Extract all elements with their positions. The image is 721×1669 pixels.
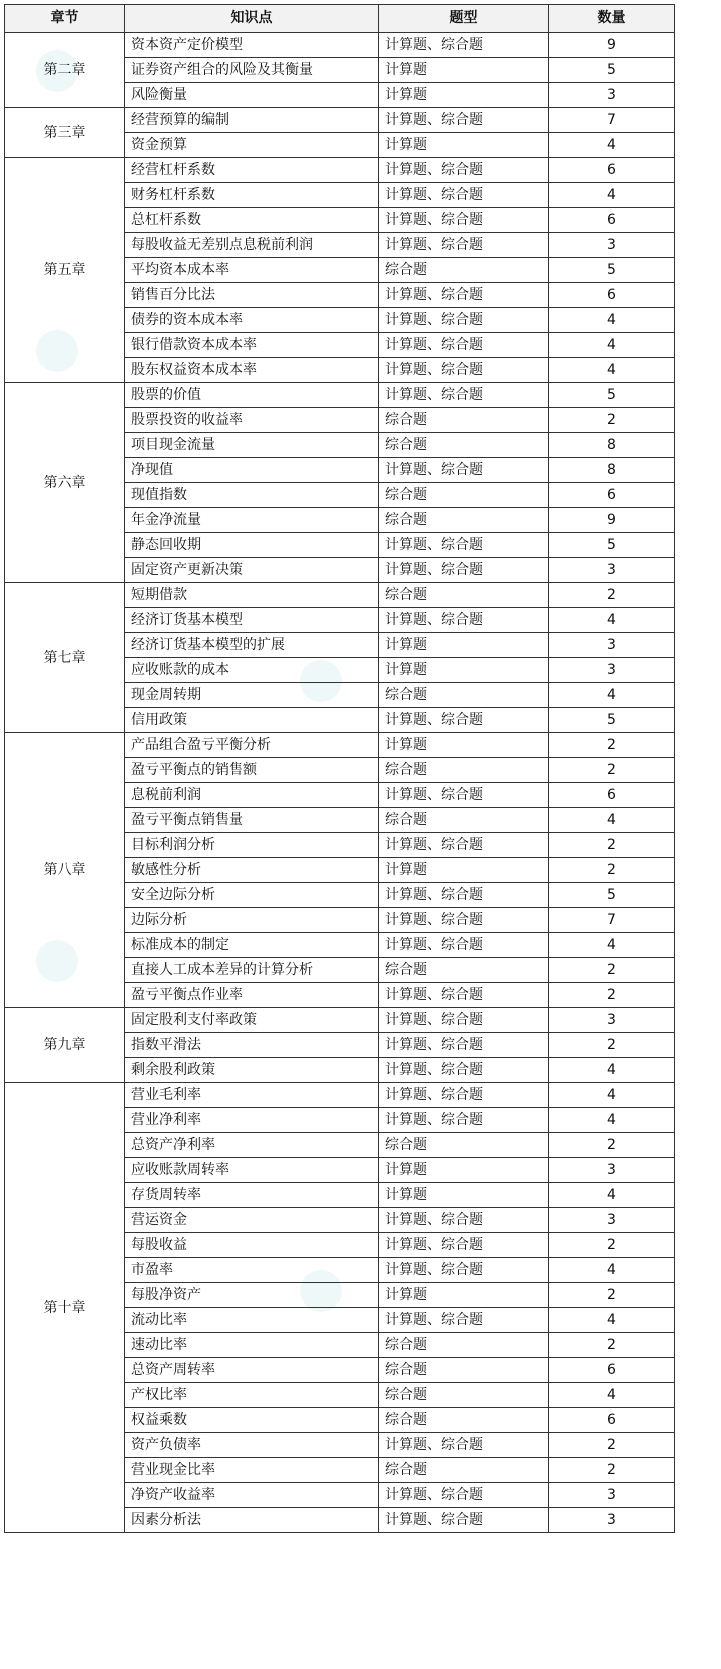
knowledge-point-cell: 营业净利率: [125, 1108, 379, 1133]
knowledge-point-cell: 息税前利润: [125, 783, 379, 808]
count-cell: 6: [549, 1408, 675, 1433]
question-type-cell: 计算题、综合题: [379, 1033, 549, 1058]
knowledge-point-cell: 销售百分比法: [125, 283, 379, 308]
count-cell: 2: [549, 1133, 675, 1158]
count-cell: 3: [549, 1208, 675, 1233]
knowledge-point-table-wrapper: [4, 4, 675, 1533]
table-row: [5, 583, 675, 608]
question-type-cell: 计算题: [379, 83, 549, 108]
header-question-type: 题型: [379, 5, 549, 33]
count-cell: 7: [549, 108, 675, 133]
knowledge-point-cell: 速动比率: [125, 1333, 379, 1358]
count-cell: 2: [549, 1033, 675, 1058]
knowledge-point-cell: 敏感性分析: [125, 858, 379, 883]
question-type-cell: 综合题: [379, 508, 549, 533]
question-type-cell: 综合题: [379, 683, 549, 708]
count-cell: 3: [549, 1158, 675, 1183]
count-cell: 8: [549, 433, 675, 458]
question-type-cell: 综合题: [379, 958, 549, 983]
count-cell: 4: [549, 333, 675, 358]
knowledge-point-cell: 经济订货基本模型: [125, 608, 379, 633]
question-type-cell: 计算题、综合题: [379, 908, 549, 933]
count-cell: 3: [549, 633, 675, 658]
knowledge-point-cell: 每股收益: [125, 1233, 379, 1258]
knowledge-point-cell: 盈亏平衡点销售量: [125, 808, 379, 833]
question-type-cell: 计算题、综合题: [379, 1308, 549, 1333]
table-body: [5, 33, 675, 1533]
question-type-cell: 计算题、综合题: [379, 708, 549, 733]
question-type-cell: 计算题、综合题: [379, 108, 549, 133]
question-type-cell: 计算题、综合题: [379, 1233, 549, 1258]
header-knowledge-point: 知识点: [125, 5, 379, 33]
question-type-cell: 综合题: [379, 433, 549, 458]
question-type-cell: 计算题: [379, 1158, 549, 1183]
table-row: [5, 33, 675, 58]
chapter-cell: 第五章: [5, 158, 125, 383]
count-cell: 6: [549, 208, 675, 233]
knowledge-point-cell: 项目现金流量: [125, 433, 379, 458]
knowledge-point-cell: 权益乘数: [125, 1408, 379, 1433]
count-cell: 6: [549, 158, 675, 183]
count-cell: 5: [549, 258, 675, 283]
knowledge-point-cell: 直接人工成本差异的计算分析: [125, 958, 379, 983]
question-type-cell: 计算题、综合题: [379, 33, 549, 58]
count-cell: 4: [549, 1083, 675, 1108]
count-cell: 5: [549, 383, 675, 408]
count-cell: 4: [549, 1183, 675, 1208]
question-type-cell: 综合题: [379, 808, 549, 833]
table-row: [5, 108, 675, 133]
question-type-cell: 计算题、综合题: [379, 1108, 549, 1133]
question-type-cell: 计算题、综合题: [379, 1508, 549, 1533]
knowledge-point-cell: 财务杠杆系数: [125, 183, 379, 208]
knowledge-point-cell: 净资产收益率: [125, 1483, 379, 1508]
count-cell: 9: [549, 508, 675, 533]
header-chapter: 章节: [5, 5, 125, 33]
count-cell: 6: [549, 783, 675, 808]
knowledge-point-cell: 产品组合盈亏平衡分析: [125, 733, 379, 758]
count-cell: 6: [549, 283, 675, 308]
count-cell: 2: [549, 733, 675, 758]
count-cell: 4: [549, 683, 675, 708]
count-cell: 4: [549, 1258, 675, 1283]
count-cell: 6: [549, 483, 675, 508]
knowledge-point-cell: 净现值: [125, 458, 379, 483]
count-cell: 9: [549, 33, 675, 58]
question-type-cell: 综合题: [379, 258, 549, 283]
count-cell: 2: [549, 983, 675, 1008]
count-cell: 2: [549, 1333, 675, 1358]
knowledge-point-cell: 流动比率: [125, 1308, 379, 1333]
question-type-cell: 综合题: [379, 1383, 549, 1408]
question-type-cell: 计算题、综合题: [379, 983, 549, 1008]
chapter-cell: 第十章: [5, 1083, 125, 1533]
question-type-cell: 计算题、综合题: [379, 158, 549, 183]
count-cell: 4: [549, 608, 675, 633]
knowledge-point-cell: 安全边际分析: [125, 883, 379, 908]
knowledge-point-cell: 存货周转率: [125, 1183, 379, 1208]
count-cell: 2: [549, 858, 675, 883]
knowledge-point-cell: 证券资产组合的风险及其衡量: [125, 58, 379, 83]
knowledge-point-cell: 债券的资本成本率: [125, 308, 379, 333]
knowledge-point-cell: 现金周转期: [125, 683, 379, 708]
question-type-cell: 计算题、综合题: [379, 1083, 549, 1108]
knowledge-point-cell: 总杠杆系数: [125, 208, 379, 233]
knowledge-point-cell: 盈亏平衡点的销售额: [125, 758, 379, 783]
count-cell: 3: [549, 233, 675, 258]
chapter-cell: 第八章: [5, 733, 125, 1008]
knowledge-point-cell: 营业现金比率: [125, 1458, 379, 1483]
question-type-cell: 计算题: [379, 133, 549, 158]
question-type-cell: 计算题、综合题: [379, 883, 549, 908]
question-type-cell: 计算题、综合题: [379, 783, 549, 808]
knowledge-point-cell: 应收账款的成本: [125, 658, 379, 683]
knowledge-point-cell: 股东权益资本成本率: [125, 358, 379, 383]
knowledge-point-cell: 信用政策: [125, 708, 379, 733]
table-header-row: [5, 5, 675, 33]
chapter-cell: 第六章: [5, 383, 125, 583]
knowledge-point-cell: 标准成本的制定: [125, 933, 379, 958]
count-cell: 2: [549, 758, 675, 783]
count-cell: 5: [549, 708, 675, 733]
count-cell: 4: [549, 1058, 675, 1083]
knowledge-point-cell: 总资产净利率: [125, 1133, 379, 1158]
count-cell: 3: [549, 658, 675, 683]
count-cell: 2: [549, 833, 675, 858]
knowledge-point-cell: 市盈率: [125, 1258, 379, 1283]
question-type-cell: 计算题: [379, 733, 549, 758]
table-row: [5, 158, 675, 183]
count-cell: 3: [549, 1008, 675, 1033]
question-type-cell: 计算题: [379, 1283, 549, 1308]
count-cell: 2: [549, 1458, 675, 1483]
count-cell: 4: [549, 358, 675, 383]
question-type-cell: 计算题: [379, 858, 549, 883]
question-type-cell: 计算题、综合题: [379, 283, 549, 308]
question-type-cell: 计算题、综合题: [379, 833, 549, 858]
count-cell: 4: [549, 933, 675, 958]
knowledge-point-cell: 产权比率: [125, 1383, 379, 1408]
question-type-cell: 计算题、综合题: [379, 1058, 549, 1083]
knowledge-point-cell: 资本资产定价模型: [125, 33, 379, 58]
count-cell: 3: [549, 1483, 675, 1508]
question-type-cell: 计算题、综合题: [379, 558, 549, 583]
question-type-cell: 综合题: [379, 483, 549, 508]
count-cell: 3: [549, 1508, 675, 1533]
chapter-cell: 第九章: [5, 1008, 125, 1083]
knowledge-point-cell: 应收账款周转率: [125, 1158, 379, 1183]
knowledge-point-cell: 资金预算: [125, 133, 379, 158]
knowledge-point-cell: 营运资金: [125, 1208, 379, 1233]
question-type-cell: 计算题、综合题: [379, 358, 549, 383]
count-cell: 4: [549, 1108, 675, 1133]
question-type-cell: 计算题: [379, 58, 549, 83]
count-cell: 7: [549, 908, 675, 933]
question-type-cell: 综合题: [379, 1408, 549, 1433]
count-cell: 2: [549, 1233, 675, 1258]
knowledge-point-cell: 经济订货基本模型的扩展: [125, 633, 379, 658]
count-cell: 5: [549, 883, 675, 908]
knowledge-point-cell: 风险衡量: [125, 83, 379, 108]
question-type-cell: 综合题: [379, 1333, 549, 1358]
question-type-cell: 计算题、综合题: [379, 1258, 549, 1283]
question-type-cell: 计算题、综合题: [379, 1008, 549, 1033]
knowledge-point-cell: 目标利润分析: [125, 833, 379, 858]
question-type-cell: 计算题、综合题: [379, 308, 549, 333]
knowledge-point-cell: 银行借款资本成本率: [125, 333, 379, 358]
question-type-cell: 计算题、综合题: [379, 208, 549, 233]
count-cell: 2: [549, 408, 675, 433]
count-cell: 2: [549, 958, 675, 983]
chapter-cell: 第二章: [5, 33, 125, 108]
knowledge-point-cell: 盈亏平衡点作业率: [125, 983, 379, 1008]
question-type-cell: 计算题、综合题: [379, 1483, 549, 1508]
count-cell: 2: [549, 1433, 675, 1458]
knowledge-point-cell: 指数平滑法: [125, 1033, 379, 1058]
knowledge-point-cell: 每股净资产: [125, 1283, 379, 1308]
table-row: [5, 383, 675, 408]
knowledge-point-cell: 股票投资的收益率: [125, 408, 379, 433]
question-type-cell: 计算题、综合题: [379, 333, 549, 358]
count-cell: 3: [549, 83, 675, 108]
knowledge-point-cell: 营业毛利率: [125, 1083, 379, 1108]
question-type-cell: 计算题、综合题: [379, 1433, 549, 1458]
knowledge-point-cell: 平均资本成本率: [125, 258, 379, 283]
table-row: [5, 1008, 675, 1033]
question-type-cell: 综合题: [379, 1458, 549, 1483]
knowledge-point-cell: 经营预算的编制: [125, 108, 379, 133]
question-type-cell: 计算题、综合题: [379, 1208, 549, 1233]
knowledge-point-cell: 经营杠杆系数: [125, 158, 379, 183]
question-type-cell: 综合题: [379, 408, 549, 433]
table-row: [5, 1083, 675, 1108]
knowledge-point-cell: 因素分析法: [125, 1508, 379, 1533]
count-cell: 4: [549, 308, 675, 333]
question-type-cell: 综合题: [379, 1133, 549, 1158]
count-cell: 5: [549, 58, 675, 83]
question-type-cell: 计算题、综合题: [379, 933, 549, 958]
question-type-cell: 计算题、综合题: [379, 458, 549, 483]
count-cell: 2: [549, 583, 675, 608]
knowledge-point-cell: 剩余股利政策: [125, 1058, 379, 1083]
question-type-cell: 计算题: [379, 633, 549, 658]
question-type-cell: 计算题、综合题: [379, 383, 549, 408]
count-cell: 4: [549, 1383, 675, 1408]
chapter-cell: 第三章: [5, 108, 125, 158]
knowledge-point-table: [4, 4, 675, 1533]
count-cell: 4: [549, 808, 675, 833]
question-type-cell: 计算题、综合题: [379, 183, 549, 208]
count-cell: 8: [549, 458, 675, 483]
knowledge-point-cell: 静态回收期: [125, 533, 379, 558]
chapter-cell: 第七章: [5, 583, 125, 733]
knowledge-point-cell: 边际分析: [125, 908, 379, 933]
count-cell: 4: [549, 1308, 675, 1333]
knowledge-point-cell: 固定资产更新决策: [125, 558, 379, 583]
knowledge-point-cell: 现值指数: [125, 483, 379, 508]
question-type-cell: 综合题: [379, 1358, 549, 1383]
question-type-cell: 综合题: [379, 758, 549, 783]
knowledge-point-cell: 固定股利支付率政策: [125, 1008, 379, 1033]
knowledge-point-cell: 短期借款: [125, 583, 379, 608]
knowledge-point-cell: 年金净流量: [125, 508, 379, 533]
knowledge-point-cell: 资产负债率: [125, 1433, 379, 1458]
count-cell: 2: [549, 1283, 675, 1308]
count-cell: 6: [549, 1358, 675, 1383]
count-cell: 3: [549, 558, 675, 583]
knowledge-point-cell: 每股收益无差别点息税前利润: [125, 233, 379, 258]
question-type-cell: 计算题、综合题: [379, 533, 549, 558]
question-type-cell: 计算题、综合题: [379, 233, 549, 258]
question-type-cell: 计算题: [379, 658, 549, 683]
count-cell: 4: [549, 183, 675, 208]
knowledge-point-cell: 股票的价值: [125, 383, 379, 408]
count-cell: 4: [549, 133, 675, 158]
question-type-cell: 计算题: [379, 1183, 549, 1208]
question-type-cell: 计算题、综合题: [379, 608, 549, 633]
table-row: [5, 733, 675, 758]
question-type-cell: 综合题: [379, 583, 549, 608]
knowledge-point-cell: 总资产周转率: [125, 1358, 379, 1383]
count-cell: 5: [549, 533, 675, 558]
header-count: 数量: [549, 5, 675, 33]
